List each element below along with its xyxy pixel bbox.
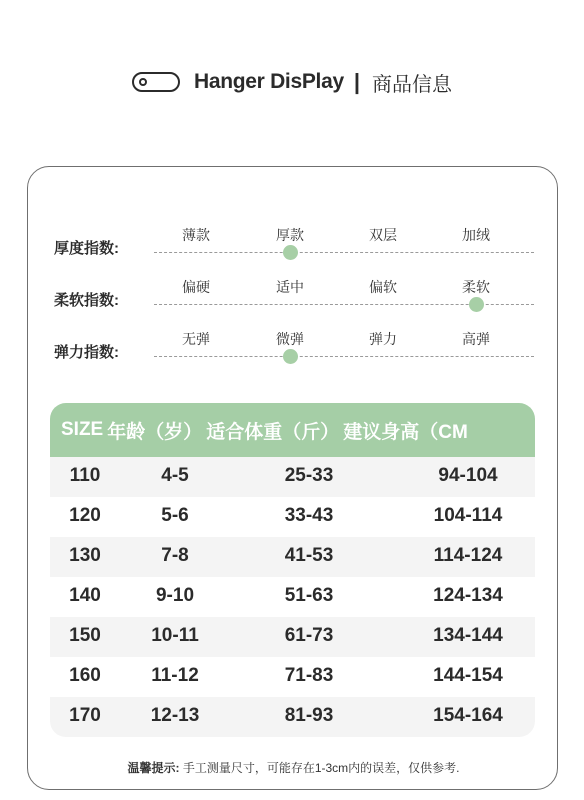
index-scale-line: [154, 356, 534, 357]
index-option: 无弹: [182, 331, 210, 347]
index-label: 柔软指数:: [54, 292, 119, 309]
cell-weight: 41-53: [284, 545, 334, 566]
page-header: [0, 62, 584, 102]
header-size: SIZE: [61, 419, 104, 440]
table-row: [50, 577, 535, 617]
cell-size: 120: [69, 505, 101, 526]
cell-age: 5-6: [161, 505, 189, 526]
index-option: 偏硬: [182, 279, 210, 295]
cell-size: 160: [69, 665, 101, 686]
table-row: [50, 457, 535, 497]
cell-height: 154-164: [433, 705, 503, 726]
index-option: 适中: [276, 279, 304, 295]
table-row: [50, 497, 535, 537]
index-option: 弹力: [369, 331, 397, 347]
cell-age: 11-12: [151, 665, 199, 686]
index-marker: [283, 245, 298, 260]
header-weight: 适合体重（斤）: [206, 421, 340, 443]
table-row: [50, 537, 535, 577]
index-option: 偏软: [369, 279, 397, 295]
index-marker: [283, 349, 298, 364]
cell-size: 170: [69, 705, 101, 726]
cell-size: 130: [69, 545, 101, 566]
size-table: [50, 403, 535, 737]
cell-age: 9-10: [155, 585, 195, 606]
product-info-card: [27, 166, 558, 790]
header-height: 建议身高（CM: [343, 421, 468, 443]
cell-height: 134-144: [433, 625, 503, 646]
index-option: 高弹: [462, 331, 490, 347]
section-subtitle: 商品信息: [372, 73, 453, 96]
brand-title: Hanger DisPlay: [193, 70, 344, 93]
index-option: 薄款: [182, 227, 210, 243]
cell-height: 114-124: [433, 545, 503, 566]
cell-age: 12-13: [150, 705, 200, 726]
cell-weight: 61-73: [284, 625, 334, 646]
cell-age: 4-5: [161, 465, 189, 486]
index-option: 双层: [369, 227, 397, 243]
index-option: 加绒: [462, 227, 490, 243]
table-row: [50, 657, 535, 697]
index-scale-line: [154, 252, 534, 253]
cell-weight: 51-63: [284, 585, 334, 606]
cell-height: 124-134: [433, 585, 503, 606]
cell-weight: 71-83: [284, 665, 334, 686]
index-row-elasticity: [28, 329, 559, 369]
index-marker: [469, 297, 484, 312]
index-option: 厚款: [276, 227, 304, 243]
toggle-icon: [132, 72, 180, 92]
index-label: 弹力指数:: [54, 344, 119, 361]
cell-age: 10-11: [151, 625, 199, 646]
index-option: 柔软: [462, 279, 490, 295]
cell-height: 94-104: [438, 465, 498, 486]
title-separator: |: [353, 69, 361, 94]
cell-weight: 33-43: [284, 505, 334, 526]
index-row-thickness: [28, 225, 559, 265]
cell-weight: 81-93: [284, 705, 334, 726]
cell-height: 104-114: [433, 505, 503, 526]
cell-size: 150: [69, 625, 101, 646]
cell-size: 140: [69, 585, 101, 606]
note-text: 手工测量尺寸，可能存在1-3cm内的误差，仅供参考.: [179, 761, 460, 775]
note-label: 温馨提示:: [127, 761, 180, 775]
index-row-softness: [28, 277, 559, 317]
header-age: 年龄（岁）: [107, 421, 203, 443]
cell-weight: 25-33: [284, 465, 334, 486]
measurement-note: [28, 759, 559, 776]
index-option: 微弹: [276, 331, 304, 347]
cell-age: 7-8: [161, 545, 189, 566]
size-table-header: [50, 403, 535, 457]
cell-height: 144-154: [433, 665, 503, 686]
table-row: [50, 697, 535, 737]
size-table-body: [50, 457, 535, 737]
cell-size: 110: [69, 465, 101, 486]
table-row: [50, 617, 535, 657]
index-label: 厚度指数:: [54, 240, 119, 257]
